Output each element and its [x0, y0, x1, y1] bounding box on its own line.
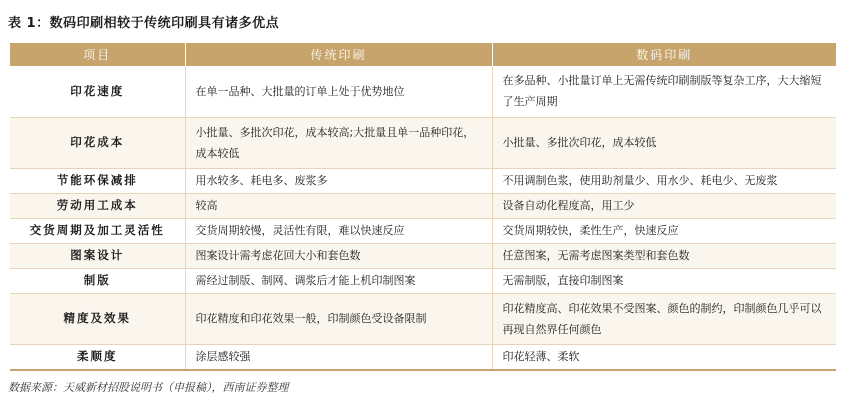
table-row [10, 66, 836, 117]
header-item: 项目 [10, 43, 185, 66]
traditional-cell: 图案设计需考虑花回大小和套色数 [185, 243, 492, 268]
row-label: 柔顺度 [10, 344, 185, 370]
row-label: 精度及效果 [10, 293, 185, 344]
digital-cell: 小批量、多批次印花，成本较低 [492, 117, 836, 168]
traditional-cell: 印花精度和印花效果一般，印制颜色受设备限制 [185, 293, 492, 344]
row-label: 图案设计 [10, 243, 185, 268]
traditional-cell: 涂层感较强 [185, 344, 492, 370]
traditional-cell: 在单一品种、大批量的订单上处于优势地位 [185, 66, 492, 117]
table-row [10, 218, 836, 243]
traditional-cell: 用水较多、耗电多、废浆多 [185, 168, 492, 193]
traditional-cell: 需经过制版、制网、调浆后才能上机印制图案 [185, 268, 492, 293]
digital-cell: 印花轻薄、柔软 [492, 344, 836, 370]
digital-cell: 不用调制色浆，使用助剂量少、用水少、耗电少、无废浆 [492, 168, 836, 193]
row-label: 交货周期及加工灵活性 [10, 218, 185, 243]
row-label: 节能环保减排 [10, 168, 185, 193]
table-row [10, 168, 836, 193]
table-row [10, 268, 836, 293]
table-title: 表 1：数码印刷相较于传统印刷具有诸多优点 [8, 16, 280, 31]
source-note: 数据来源：天威新材招股说明书（申报稿），西南证券整理 [8, 381, 289, 394]
header-digital: 数码印刷 [492, 43, 836, 66]
row-label: 劳动用工成本 [10, 193, 185, 218]
traditional-cell: 较高 [185, 193, 492, 218]
table-row [10, 117, 836, 168]
table-row [10, 344, 836, 370]
traditional-cell: 小批量、多批次印花，成本较高;大批量且单一品种印花，成本较低 [185, 117, 492, 168]
digital-cell: 设备自动化程度高，用工少 [492, 193, 836, 218]
table-row [10, 243, 836, 268]
digital-cell: 无需制版，直接印制图案 [492, 268, 836, 293]
comparison-table [10, 43, 836, 371]
digital-cell: 交货周期较快，柔性生产，快速反应 [492, 218, 836, 243]
row-label: 印花成本 [10, 117, 185, 168]
digital-cell: 在多品种、小批量订单上无需传统印刷制版等复杂工序，大大缩短了生产周期 [492, 66, 836, 117]
row-label: 制版 [10, 268, 185, 293]
traditional-cell: 交货周期较慢，灵活性有限，难以快速反应 [185, 218, 492, 243]
digital-cell: 任意图案，无需考虑图案类型和套色数 [492, 243, 836, 268]
table-row [10, 193, 836, 218]
header-traditional: 传统印刷 [185, 43, 492, 66]
digital-cell: 印花精度高、印花效果不受图案、颜色的制约，印制颜色几乎可以再现自然界任何颜色 [492, 293, 836, 344]
table-row [10, 293, 836, 344]
row-label: 印花速度 [10, 66, 185, 117]
table-header-row [10, 43, 836, 66]
